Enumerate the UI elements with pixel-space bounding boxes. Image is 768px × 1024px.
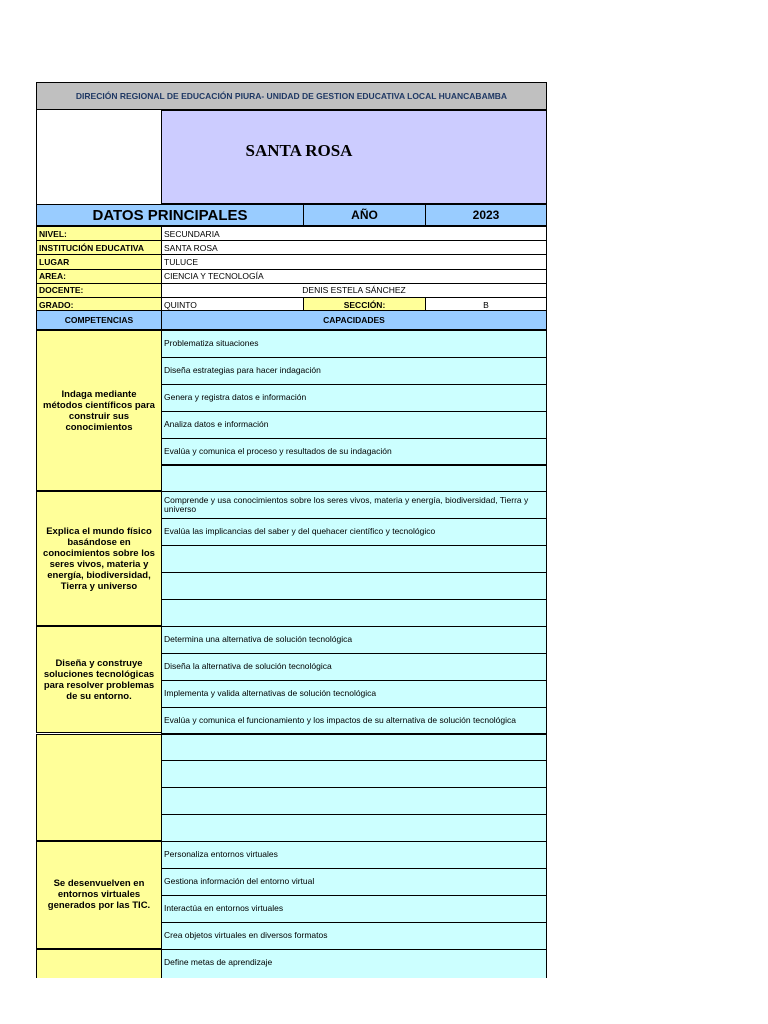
school-name: SANTA ROSA <box>245 141 353 160</box>
capacidad-cell: Problematiza situaciones <box>161 330 547 358</box>
datos-value: SANTA ROSA <box>161 240 547 255</box>
datos-value: TULUCE <box>161 254 547 269</box>
year-label: AÑO <box>303 204 426 226</box>
competencia-cell <box>36 734 162 842</box>
datos-label: INSTITUCIÓN EDUCATIVA <box>36 240 162 255</box>
col-competencias: COMPETENCIAS <box>36 310 162 330</box>
capacidad-cell <box>161 787 547 815</box>
capacidad-cell: Diseña estrategias para hacer indagación <box>161 357 547 385</box>
capacidad-cell: Analiza datos e información <box>161 411 547 439</box>
competencia-cell: Indaga mediante métodos científicos para construir sus conocimientos <box>36 330 162 491</box>
capacidad-cell: Crea objetos virtuales en diversos formatos <box>161 922 547 950</box>
year-value: 2023 <box>425 204 547 226</box>
capacidad-cell: Gestiona información del entorno virtual <box>161 868 547 896</box>
capacidad-cell <box>161 572 547 600</box>
capacidad-cell: Implementa y valida alternativas de solución tecnológica <box>161 680 547 708</box>
capacidad-cell <box>161 814 547 842</box>
competencia-cell <box>36 949 162 978</box>
datos-label: DOCENTE: <box>36 283 162 298</box>
capacidad-cell: Evalúa y comunica el funcionamiento y los impactos de su alternativa de solución tecnológica <box>161 707 547 735</box>
capacidad-cell <box>161 545 547 573</box>
capacidad-cell: Comprende y usa conocimientos sobre los seres vivos, materia y energía, biodiversidad, Tierra y universo <box>161 491 547 519</box>
logo-cell <box>36 110 162 204</box>
datos-value: DENIS ESTELA SÁNCHEZ <box>161 283 547 298</box>
datos-value: CIENCIA Y TECNOLOGÍA <box>161 269 547 284</box>
school-name-box <box>161 110 547 204</box>
competencia-cell: Se desenvuelven en entornos virtuales generados por las TIC. <box>36 841 162 949</box>
col-capacidades: CAPACIDADES <box>161 310 547 330</box>
datos-label: NIVEL: <box>36 226 162 241</box>
datos-principales-title: DATOS PRINCIPALES <box>36 204 304 226</box>
capacidad-cell <box>161 465 547 493</box>
capacidad-cell: Personaliza entornos virtuales <box>161 841 547 869</box>
capacidad-cell: Genera y registra datos e información <box>161 384 547 412</box>
datos-label: GRADO: <box>36 297 162 312</box>
seccion-label: SECCIÓN: <box>303 297 426 312</box>
datos-label: AREA: <box>36 269 162 284</box>
competencia-cell: Diseña y construye soluciones tecnológicas para resolver problemas de su entorno. <box>36 626 162 734</box>
capacidad-cell <box>161 599 547 627</box>
datos-label: LUGAR <box>36 254 162 269</box>
datos-value: SECUNDARIA <box>161 226 547 241</box>
capacidad-cell: Define metas de aprendizaje <box>161 949 547 978</box>
capacidad-cell: Evalúa y comunica el proceso y resultados de su indagación <box>161 438 547 466</box>
competencia-cell: Explica el mundo físico basándose en conocimientos sobre los seres vivos, materia y energía, biodiversidad, Tierra y universo <box>36 491 162 626</box>
capacidad-cell <box>161 734 547 762</box>
capacidad-cell: Determina una alternativa de solución tecnológica <box>161 626 547 654</box>
datos-value: QUINTO <box>161 297 304 312</box>
capacidad-cell: Diseña la alternativa de solución tecnológica <box>161 653 547 681</box>
capacidad-cell: Interactúa en entornos virtuales <box>161 895 547 923</box>
seccion-value: B <box>425 297 547 312</box>
capacidad-cell <box>161 760 547 788</box>
capacidad-cell: Evalúa las implicancias del saber y del quehacer científico y tecnológico <box>161 518 547 546</box>
header-title: DIRECIÓN REGIONAL DE EDUCACIÓN PIURA- UNIDAD DE GESTION EDUCATIVA LOCAL HUANCABAMBA <box>36 82 547 110</box>
